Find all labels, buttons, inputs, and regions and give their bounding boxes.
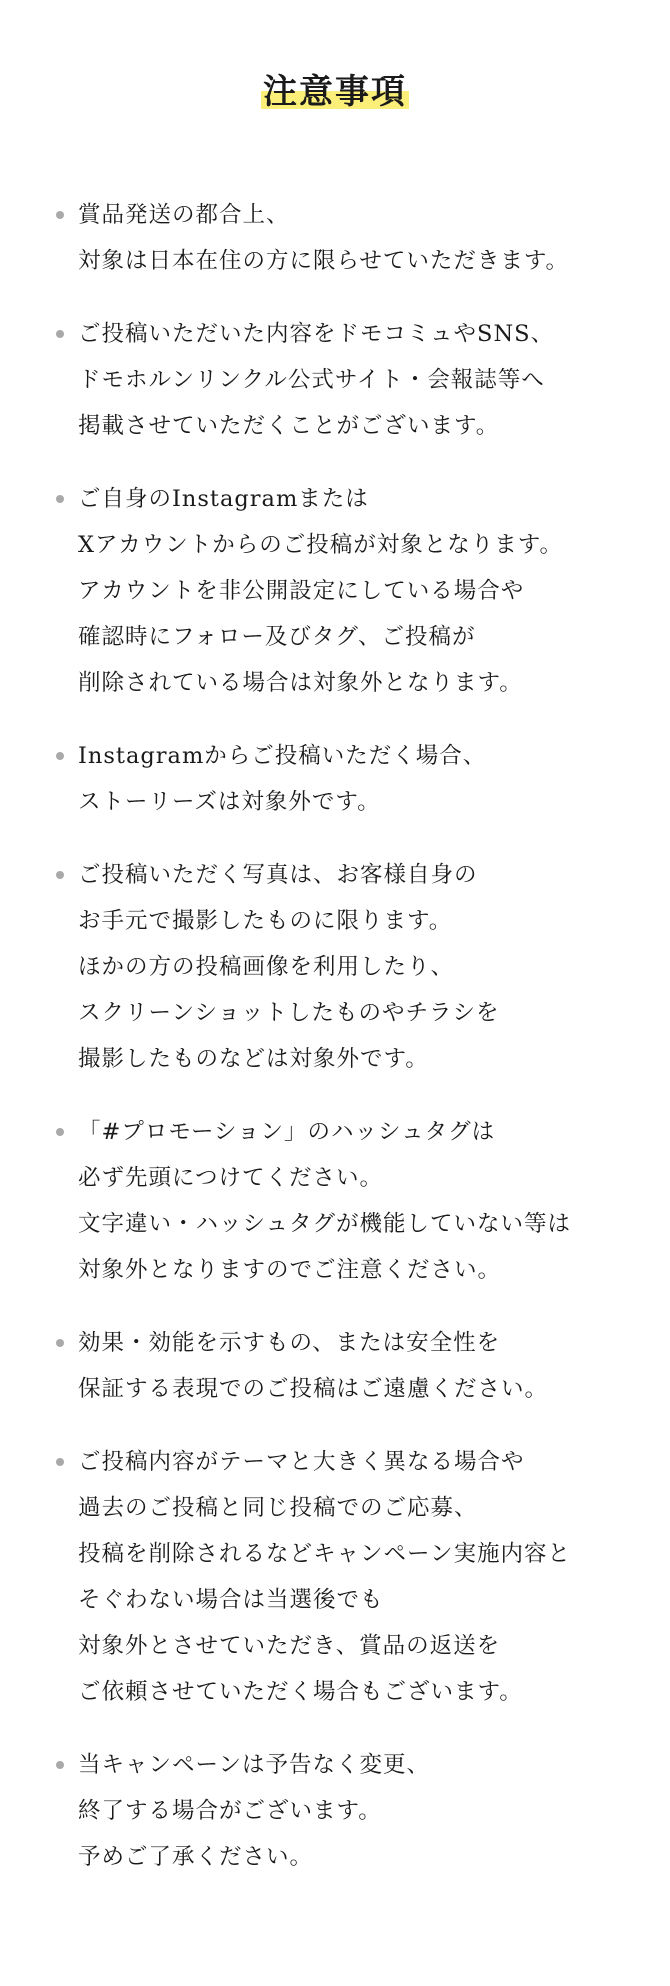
notice-text-line: 撮影したものなどは対象外です。 [78, 1046, 429, 1072]
notice-text-line: 予めご了承ください。 [78, 1844, 314, 1870]
bullet-dot-icon [56, 1128, 64, 1136]
page-title: 注意事項 [263, 72, 407, 112]
title-area [0, 72, 670, 128]
notice-text-line: 効果・効能を示すもの、または安全性を [78, 1330, 501, 1356]
notice-item [0, 1109, 670, 1293]
notice-text-line: 確認時にフォロー及びタグ、ご投稿が [78, 624, 476, 650]
notice-text-line: ストーリーズは対象外です。 [78, 789, 381, 815]
notice-item [0, 1742, 670, 1880]
notice-text-line: 当キャンペーンは予告なく変更、 [78, 1752, 431, 1778]
notice-item [0, 311, 670, 449]
notice-item [0, 852, 670, 1082]
notice-text-line: Instagramからご投稿いただく場合、 [78, 743, 487, 769]
notice-list [0, 192, 670, 1880]
notice-text-line: アカウントを非公開設定にしている場合や [78, 578, 525, 604]
bullet-dot-icon [56, 330, 64, 338]
notice-item [0, 1439, 670, 1715]
notice-text-line: 必ず先頭につけてください。 [78, 1165, 384, 1191]
notice-text-line: 対象外とさせていただき、賞品の返送を [78, 1633, 501, 1659]
notice-text-line: ご投稿内容がテーマと大きく異なる場合や [78, 1449, 525, 1475]
notice-text-line: 削除されている場合は対象外となります。 [78, 670, 523, 696]
bullet-dot-icon [56, 1458, 64, 1466]
bullet-dot-icon [56, 211, 64, 219]
notice-text-line: ご自身のInstagramまたは [78, 486, 369, 512]
notice-text-line: ご投稿いただく写真は、お客様自身の [78, 862, 478, 888]
notice-text-line: 対象外となりますのでご注意ください。 [78, 1257, 502, 1283]
notice-text-line: 賞品発送の都合上、 [78, 202, 290, 228]
notice-text-line: 過去のご投稿と同じ投稿でのご応募、 [78, 1495, 478, 1521]
notice-text-line: お手元で撮影したものに限ります。 [78, 908, 453, 934]
notice-text-line: 保証する表現でのご投稿はご遠慮ください。 [78, 1376, 549, 1402]
notice-text-line: 終了する場合がございます。 [78, 1798, 382, 1824]
notice-item [0, 733, 670, 825]
notice-text-line: ほかの方の投稿画像を利用したり、 [78, 954, 455, 980]
bullet-dot-icon [56, 871, 64, 879]
notice-text-line: ご投稿いただいた内容をドモコミュやSNS、 [78, 321, 555, 347]
bullet-dot-icon [56, 1761, 64, 1769]
notice-text-line: 対象は日本在住の方に限らせていただきます。 [78, 248, 570, 274]
bullet-dot-icon [56, 1339, 64, 1347]
notice-text-line: ご依頼させていただく場合もございます。 [78, 1679, 523, 1705]
notice-text-line: 投稿を削除されるなどキャンペーン実施内容と [78, 1541, 572, 1567]
notice-text-line: 掲載させていただくことがございます。 [78, 413, 500, 439]
notice-text-line: そぐわない場合は当選後でも [78, 1587, 384, 1613]
notice-item [0, 476, 670, 706]
notice-text-line: 「#プロモーション」のハッシュタグは [78, 1119, 496, 1145]
bullet-dot-icon [56, 495, 64, 503]
notice-text-line: ドモホルンリンクル公式サイト・会報誌等へ [78, 367, 545, 393]
notice-item [0, 192, 670, 284]
notice-text-line: Xアカウントからのご投稿が対象となります。 [78, 532, 563, 558]
notice-text-line: 文字違い・ハッシュタグが機能していない等は [78, 1211, 572, 1237]
notice-text-line: スクリーンショットしたものやチラシを [78, 1000, 500, 1026]
bullet-dot-icon [56, 752, 64, 760]
notice-item [0, 1320, 670, 1412]
